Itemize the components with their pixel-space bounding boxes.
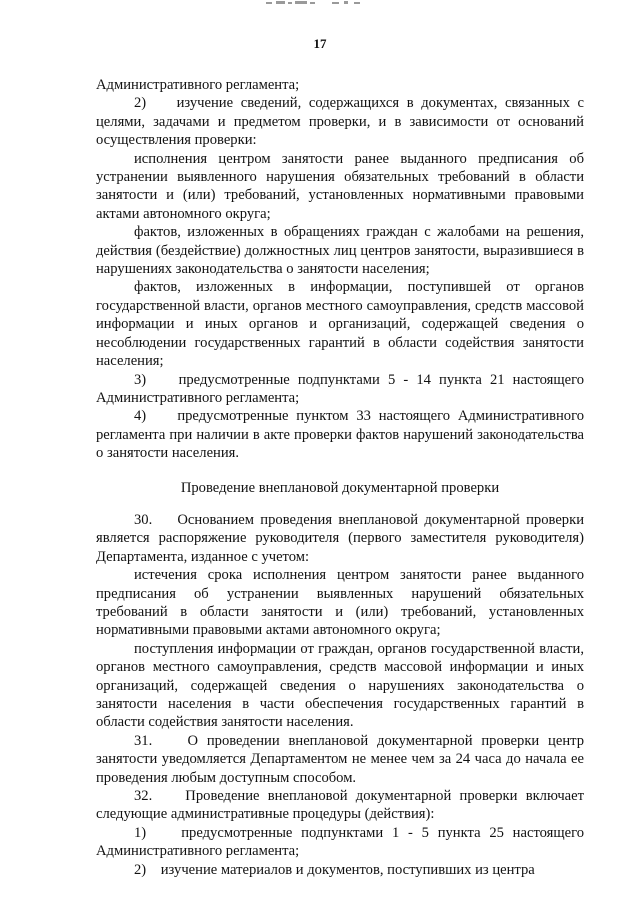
paragraph: Административного регламента;	[96, 77, 300, 93]
paragraph: 2) изучение материалов и документов, поступивших из центра	[134, 861, 535, 878]
paragraph: 3) предусмотренные подпунктами 5 - 14 пункта 21 настоящего Административного регламента;	[96, 371, 584, 406]
paragraph: фактов, изложенных в информации, поступившей от органов государственной власти, органов местного самоуправления, средств массовой информации и иных органов и организаций, содержащей сведения о несоблюдении государственных гарантий в области содействия занятости населения;	[96, 279, 584, 370]
scan-artifact-mark	[262, 0, 382, 8]
paragraph-block-top	[96, 76, 584, 463]
paragraph: истечения срока исполнения центром занятости ранее выданного предписания об устранении выявленных нарушений обязательных требований в области занятости и (или) требований, установленных нормативными правовыми актами автономного округа;	[96, 567, 584, 639]
paragraph: 32. Проведение внеплановой документарной проверки включает следующие административные процедуры (действия):	[96, 788, 584, 823]
paragraph-block-bottom	[96, 511, 584, 879]
paragraph: 1) предусмотренные подпунктами 1 - 5 пункта 25 настоящего Административного регламента;	[96, 824, 584, 860]
paragraph: фактов, изложенных в обращениях граждан с жалобами на решения, действия (бездействие) должностных лиц центров занятости, выразившиеся в нарушениях законодательства о занятости населения;	[96, 224, 584, 278]
paragraph: 2) изучение сведений, содержащихся в документах, связанных с целями, задачами и предметом проверки, и в зависимости от оснований осуществления проверки:	[96, 95, 584, 149]
section-heading: Проведение внеплановой документарной проверки	[180, 479, 500, 496]
paragraph: 30. Основанием проведения внеплановой документарной проверки является распоряжение руководителя (первого заместителя руководителя) Департамента, изданное с учетом:	[96, 511, 584, 565]
paragraph: поступления информации от граждан, органов государственной власти, органов местного самоуправления, средств массовой информации и иных организаций, содержащей сведения о нарушениях законодательства о занятости населения в части обеспечения государственных гарантий в области содействия занятости населения.	[96, 640, 584, 731]
page-number: 17	[313, 36, 327, 51]
document-body	[96, 76, 584, 879]
paragraph: 4) предусмотренные пунктом 33 настоящего Административного регламента при наличии в акте проверки фактов нарушений законодательства о занятости населения.	[96, 408, 584, 462]
paragraph: 31. О проведении внеплановой документарной проверки центр занятости уведомляется Департаментом не менее чем за 24 часа до начала ее проведения любым доступным способом.	[96, 732, 584, 786]
paragraph: исполнения центром занятости ранее выданного предписания об устранении выявленного нарушения обязательных требований в области занятости и (или) требований, установленных нормативными правовыми актами автономного округа;	[96, 150, 584, 222]
